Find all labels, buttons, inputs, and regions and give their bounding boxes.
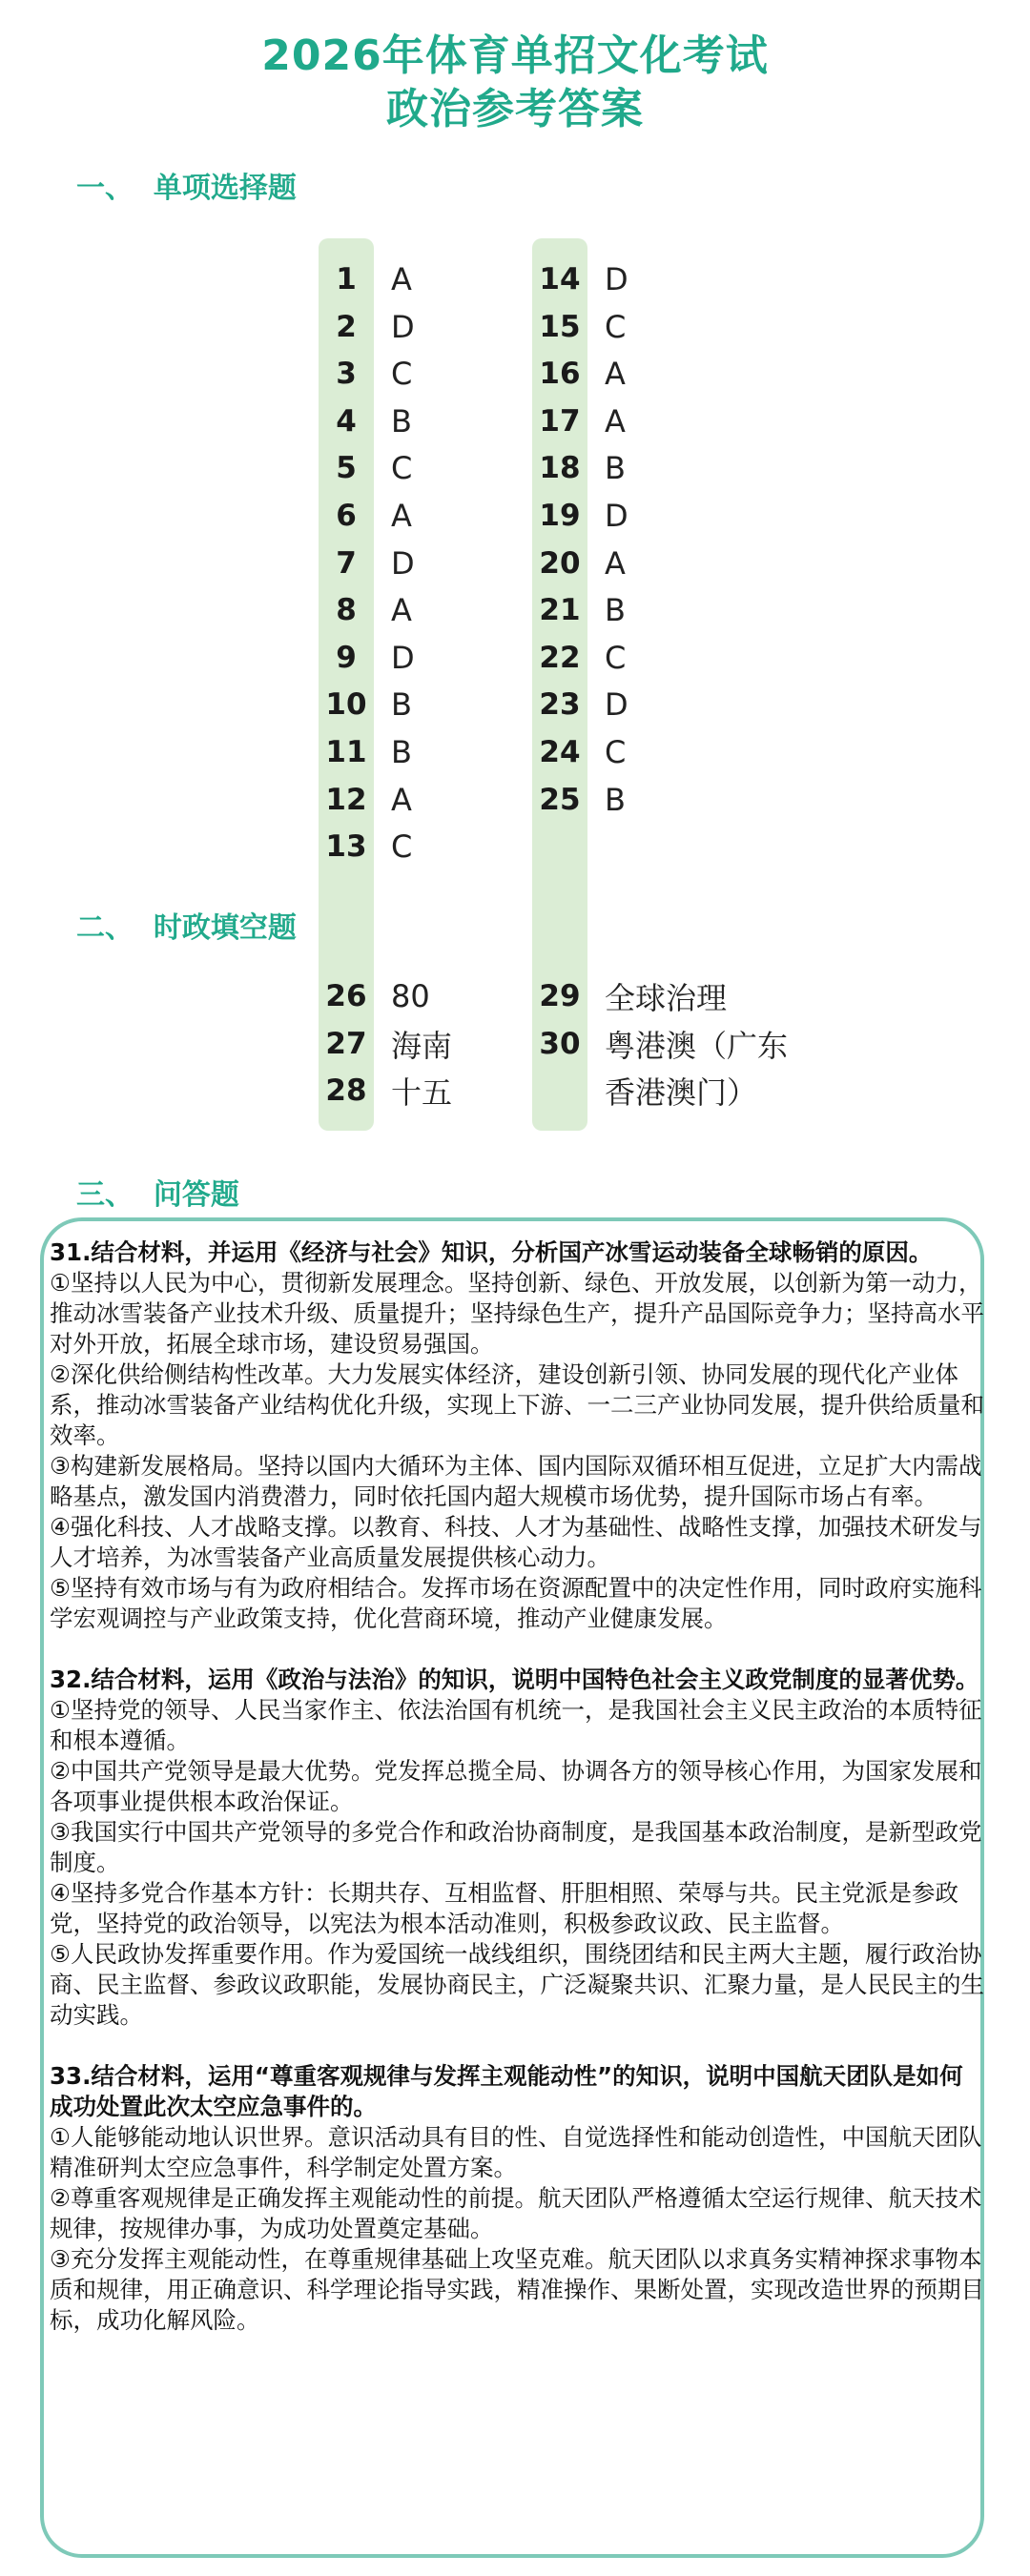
answer-value: 香港澳门） [605,1074,758,1111]
question-number: 14 [539,262,581,296]
answer-point: ⑤人民政协发挥重要作用。作为爱国统一战线组织，围绕团结和民主两大主题，履行政治协商、民主监督、参政议政职能，发展协商民主，广泛凝聚共识、汇聚力量，是人民民主的生动实践。 [50,1940,984,2029]
question-number: 16 [539,357,581,392]
answer-value: 全球治理 [605,980,728,1016]
answer-value: C [391,356,413,393]
question-number: 20 [539,545,581,581]
answer-value: 粤港澳（广东 [605,1027,789,1064]
answer-value: 80 [391,978,430,1014]
answer-row [532,303,626,351]
question-number: 18 [539,451,581,486]
answer-point: ②中国共产党领导是最大优势。党发挥总揽全局、协调各方的领导核心作用，为国家发展和各项事业提供根本政治保证。 [50,1757,982,1815]
answer-value: A [605,544,626,582]
answer-value: 十五 [391,1074,453,1111]
answer-value: D [605,498,628,534]
question-number: 29 [539,979,581,1013]
answer-row [532,681,628,728]
question-number: 21 [539,593,581,628]
answer-value: A [391,592,412,629]
answer-value: B [605,592,626,629]
answer-row [532,1067,757,1114]
question-number: 25 [539,782,581,817]
question-number: 22 [539,640,581,675]
answer-value: C [391,450,413,487]
question-number: 26 [325,979,367,1013]
question-block [50,1237,984,1634]
answer-value: D [391,639,415,676]
answer-value: 海南 [391,1027,453,1064]
answer-value: B [391,402,412,440]
question-block [50,1665,984,2031]
qa-answer-content [50,1237,984,2366]
answer-point: ④强化科技、人才战略支撑。以教育、科技、人才为基础性、战略性支撑，加强技术研发与人才培养，为冰雪装备产业高质量发展提供核心动力。 [50,1513,982,1571]
answer-point: ⑤坚持有效市场与有为政府相结合。发挥市场在资源配置中的决定性作用，同时政府实施科学宏观调控与产业政策支持，优化营商环境，推动产业健康发展。 [50,1574,982,1632]
answer-point: ③构建新发展格局。坚持以国内大循环为主体、国内国际双循环相互促进，立足扩大内需战略基点，激发国内消费潜力，同时依托国内超大规模市场优势，提升国际市场占有率。 [50,1452,982,1510]
answer-row [319,492,412,540]
answer-row [532,350,626,398]
answer-row [319,586,412,634]
answer-value: A [605,356,626,393]
section-heading-qa: 三、 问答题 [76,1178,239,1212]
answer-value: D [391,544,415,582]
answer-point: ②尊重客观规律是正确发挥主观能动性的前提。航天团队严格遵循太空运行规律、航天技术规律，按规律办事，为成功处置奠定基础。 [50,2184,982,2242]
answer-point: ①坚持党的领导、人民当家作主、依法治国有机统一，是我国社会主义民主政治的本质特征和根本遵循。 [50,1696,982,1754]
answer-value: A [391,261,412,297]
answer-row [319,303,415,351]
answer-row [319,1020,452,1068]
answer-row [532,972,727,1020]
question-number: 23 [539,687,581,723]
question-block [50,2061,984,2336]
answer-point: ①坚持以人民为中心，贯彻新发展理念。坚持创新、绿色、开放发展，以创新为第一动力，推动冰雪装备产业技术升级、质量提升；坚持绿色生产，提升产品国际竞争力；坚持高水平对外开放，拓展全球市场，建设贸易强国。 [50,1269,984,1358]
question-number: 11 [325,735,367,769]
answer-value: A [391,781,412,818]
answer-value: D [391,308,415,345]
answer-row [319,681,412,728]
answer-row [532,492,628,540]
answer-point: ③充分发挥主观能动性，在尊重规律基础上攻坚克难。航天团队以求真务实精神探求事物本质和规律，用正确意识、科学理论指导实践，精准操作、果断处置，实现改造世界的预期目标，成功化解风险。 [50,2245,984,2334]
answer-row [319,823,412,870]
question-number: 9 [336,640,357,675]
answer-value: C [605,308,627,345]
answer-row [532,444,626,492]
section-heading-multiple-choice: 一、 单项选择题 [76,172,297,205]
answer-row [532,586,626,634]
question-number: 17 [539,403,581,439]
question-number: 19 [539,499,581,533]
question-number: 30 [539,1026,581,1061]
answer-row [532,776,626,824]
answer-row [532,256,628,303]
answer-point: ①人能够能动地认识世界。意识活动具有目的性、自觉选择性和能动创造性，中国航天团队精准研判太空应急事件，科学制定处置方案。 [50,2123,982,2181]
answer-value: B [605,781,626,818]
page-title-line1: 2026年体育单招文化考试 [261,31,769,80]
page-title-line2: 政治参考答案 [386,85,644,133]
answer-row [319,1067,452,1114]
question-number: 28 [325,1073,367,1108]
answer-value: D [605,686,628,724]
answer-row [532,398,626,445]
answer-value: B [391,686,412,724]
answer-row [319,256,412,303]
question-heading: 32.结合材料，运用《政治与法治》的知识，说明中国特色社会主义政党制度的显著优势。 [50,1666,979,1693]
question-number: 12 [325,782,367,817]
question-number: 15 [539,309,581,344]
answer-row [532,728,626,776]
question-number: 8 [336,593,357,628]
question-number: 5 [336,451,357,486]
question-number: 10 [325,687,367,723]
answer-value: C [391,828,413,866]
question-number: 4 [336,403,357,439]
answer-value: D [605,261,628,297]
answer-value: B [391,734,412,770]
answer-row [319,728,412,776]
question-number: 13 [325,829,367,865]
answer-point: ②深化供给侧结构性改革。大力发展实体经济，建设创新引领、协同发展的现代化产业体系，推动冰雪装备产业结构优化升级，实现上下游、一二三产业协同发展，提升供给质量和效率。 [50,1360,984,1449]
question-number: 6 [336,499,357,533]
question-number: 2 [336,309,357,344]
answer-row [319,350,412,398]
answer-value: C [605,734,627,770]
answer-row [319,540,415,587]
answer-value: C [605,639,627,676]
answer-row [319,776,412,824]
answer-row [532,634,626,682]
answer-point: ③我国实行中国共产党领导的多党合作和政治协商制度，是我国基本政治制度，是新型政党制度。 [50,1818,982,1876]
answer-row [532,540,626,587]
question-number: 7 [336,545,357,581]
answer-value: B [605,450,626,487]
answer-value: A [391,498,412,534]
answer-row [319,444,412,492]
answer-row [319,634,415,682]
answer-value: A [605,402,626,440]
answer-row [319,398,412,445]
question-number: 24 [539,735,581,769]
answer-point: ④坚持多党合作基本方针：长期共存、互相监督、肝胆相照、荣辱与共。民主党派是参政党，坚持党的政治领导，以宪法为根本活动准则，积极参政议政、民主监督。 [50,1879,958,1937]
answer-row [532,1020,788,1068]
question-heading: 33.结合材料，运用“尊重客观规律与发挥主观能动性”的知识，说明中国航天团队是如何成功处置此次太空应急事件的。 [50,2062,963,2120]
question-heading: 31.结合材料，并运用《经济与社会》知识，分析国产冰雪运动装备全球畅销的原因。 [50,1238,933,1266]
question-number: 27 [325,1026,367,1061]
question-number: 3 [336,357,357,392]
question-number: 1 [336,262,357,296]
section-heading-fill-in: 二、 时政填空题 [76,911,297,945]
answer-row [319,972,430,1020]
